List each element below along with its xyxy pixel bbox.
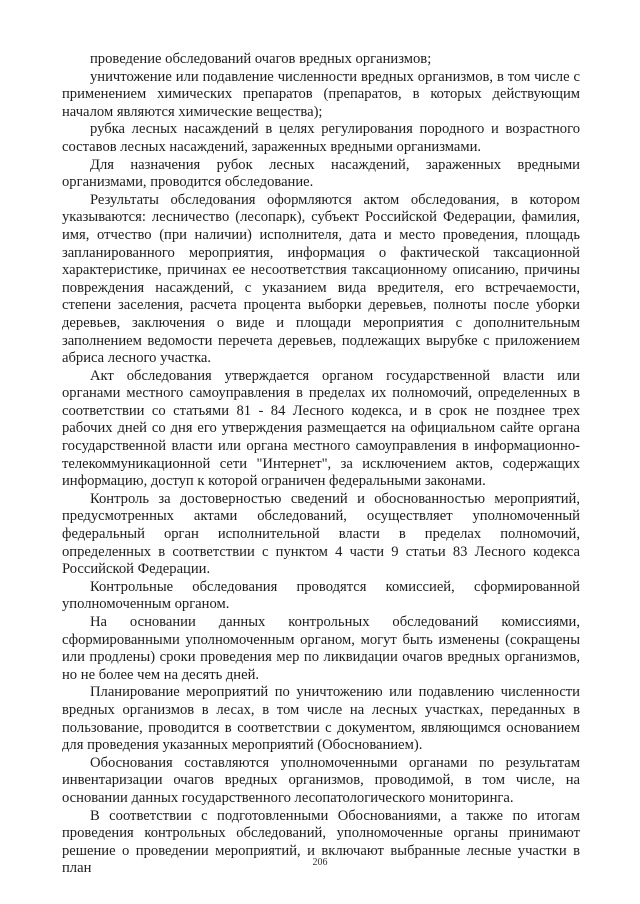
paragraph-12: В соответствии с подготовленными Обоснованиями, а также по итогам проведения контрольных обследований, уполномоченные органы принимают решение о проведении мероприятий, и включают выбранные лесные участки в план xyxy=(62,807,580,877)
page-number: 206 xyxy=(312,857,328,868)
paragraph-5: Результаты обследования оформляются актом обследования, в котором указываются: лесничество (лесопарк), субъект Российской Федерации, фамилия, имя, отчество (при наличии) исполнителя, дата и место проведения, площадь запланированного мероприятия, информация о фактической таксационной характеристике, причинах ее несоответствия таксационному описанию, причины повреждения насаждений, с указанием вида вредителя, его встречаемости, степени заселения, расчета процента выборки деревьев, полноты после уборки деревьев, заключения о виде и площади мероприятия с дополнительным заполнением ведомости перечета деревьев, подлежащих вырубке с приложением абриса лесного участка. xyxy=(62,191,580,367)
paragraph-1: проведение обследований очагов вредных организмов; xyxy=(90,51,432,67)
paragraph-2: уничтожение или подавление численности вредных организмов, в том числе с применением химических препаратов (препаратов, в которых действующим началом являются химические вещества); xyxy=(62,68,580,120)
paragraph-4: Для назначения рубок лесных насаждений, зараженных вредными организмами, проводится обследование. xyxy=(62,156,580,191)
paragraph-10: Планирование мероприятий по уничтожению или подавлению численности вредных организмов в лесах, в том числе на лесных участках, переданных в пользование, проводится в соответствии с документом, являющимся основанием для проведения указанных мероприятий (Обоснованием). xyxy=(62,684,580,754)
document-body xyxy=(62,51,580,878)
paragraph-11: Обоснования составляются уполномоченными органами по результатам инвентаризации очагов вредных организмов, проводимой, в том числе, на основании данных государственного лесопатологического мониторинга. xyxy=(62,754,580,806)
paragraph-9: На основании данных контрольных обследований комиссиями, сформированными уполномоченным органом, могут быть изменены (сокращены или продлены) сроки проведения мер по ликвидации очагов вредных организмов, но не более чем на десять дней. xyxy=(62,614,580,683)
paragraph-3: рубка лесных насаждений в целях регулирования породного и возрастного составов лесных насаждений, зараженных вредными организмами. xyxy=(62,121,580,155)
paragraph-6: Акт обследования утверждается органом государственной власти или органами местного самоуправления в пределах их полномочий, определенных в соответствии со статьями 81 - 84 Лесного кодекса, и в срок не позднее трех рабочих дней со дня его утверждения размещается на официальном сайте органа государственной власти или органа местного самоуправления в информационно-телекоммуникационной сети "Интернет", за исключением актов, содержащих информацию, доступ к которой ограничен федеральными законами. xyxy=(62,367,580,490)
paragraph-7: Контроль за достоверностью сведений и обоснованностью мероприятий, предусмотренных актами обследований, осуществляет уполномоченный федеральный орган исполнительной власти в пределах полномочий, определенных в соответствии с пунктом 4 части 9 статьи 83 Лесного кодекса Российской Федерации. xyxy=(62,490,580,578)
paragraph-8: Контрольные обследования проводятся комиссией, сформированной уполномоченным органом. xyxy=(62,578,580,613)
